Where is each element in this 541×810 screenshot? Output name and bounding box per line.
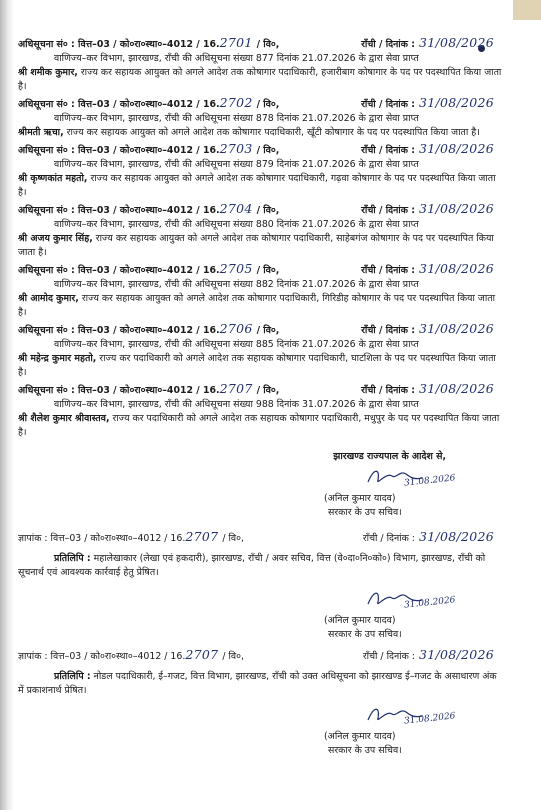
memo-place-date: राँची / दिनांक : bbox=[362, 533, 415, 544]
signatory-designation: सरकार के उप सचिव। bbox=[328, 745, 402, 756]
notification-line1: वाणिज्य–कर विभाग, झारखण्ड, राँची की अधिसूचना संख्या 885 दिनांक 21.07.2026 के द्वारा सेवा प्राप्त bbox=[54, 339, 419, 350]
notification-place-date: राँची / दिनांक : bbox=[361, 39, 415, 50]
notification-place-date: राँची / दिनांक : bbox=[361, 205, 415, 216]
notification-place-date: राँची / दिनांक : bbox=[361, 265, 415, 276]
notification-rest: राज्य कर पदाधिकारी को अगले आदेश तक सहायक कोषागार पदाधिकारी, घाटशिला के पद पर पदस्थापित किया जाता है। bbox=[18, 353, 496, 378]
notification-vi: / वि०, bbox=[256, 99, 280, 110]
notification-date: 31/08/2026 bbox=[418, 261, 494, 276]
notification-rest: राज्य कर सहायक आयुक्त को अगले आदेश तक कोषागार पदाधिकारी, गिरिडीह कोषागार के पद पर पदस्थापित किया जाता है। bbox=[18, 293, 496, 318]
memo-text bbox=[18, 670, 504, 698]
memo-date: 31/08/2026 bbox=[418, 647, 494, 662]
notification-block bbox=[18, 202, 504, 260]
notification-vi: / वि०, bbox=[256, 265, 280, 276]
notification-date: 31/08/2026 bbox=[418, 321, 494, 336]
notification-ref: अधिसूचना सं० : वित्त–03 / को०रा०स्था०–4012 / 16. bbox=[18, 145, 220, 156]
notification-body bbox=[18, 352, 504, 380]
signatory-name: (अनिल कुमार यादव) bbox=[324, 493, 396, 504]
notification-ref: अधिसूचना सं० : वित्त–03 / को०रा०स्था०–4012 / 16. bbox=[18, 99, 220, 110]
notification-place-date: राँची / दिनांक : bbox=[361, 325, 415, 336]
governor-order-line: झारखण्ड राज्यपाल के आदेश से, bbox=[333, 451, 446, 462]
memo-text-body: महालेखाकार (लेखा एवं हकदारी), झारखण्ड, राँची / अवर सचिव, वित्त (वे०दा०नि०को०) विभाग, झारखण्ड, राँची को सूचनार्थ एवं आवश्यक कार्रवाई हेतु प्रेषित। bbox=[18, 553, 486, 578]
notification-vi: / वि०, bbox=[256, 385, 280, 396]
notification-rest: राज्य कर सहायक आयुक्त को अगले आदेश तक कोषागार पदाधिकारी, हजारीबाग कोषागार के पद पर पदस्थापित किया जाता है। bbox=[18, 67, 502, 92]
notification-number: 2705 bbox=[219, 261, 253, 276]
signatory-name: (अनिल कुमार यादव) bbox=[324, 731, 396, 742]
notification-block bbox=[18, 36, 504, 94]
memo-ref: ज्ञापांक : वित्त–03 / को०रा०स्था०–4012 / 16. bbox=[18, 533, 186, 544]
officer-name: श्री आमोद कुमार, bbox=[18, 293, 79, 304]
notification-ref-line bbox=[18, 382, 504, 398]
officer-name: श्री कृष्णकांत महतो, bbox=[18, 173, 88, 184]
notification-list bbox=[18, 36, 504, 440]
notification-ref: अधिसूचना सं० : वित्त–03 / को०रा०स्था०–4012 / 16. bbox=[18, 325, 220, 336]
notification-line1: वाणिज्य–कर विभाग, झारखण्ड, राँची की अधिसूचना संख्या 880 दिनांक 21.07.2026 के द्वारा सेवा प्राप्त bbox=[54, 219, 419, 230]
notification-rest: राज्य कर सहायक आयुक्त को अगले आदेश तक कोषागार पदाधिकारी, गढ़वा कोषागार के पद पर पदस्थापित किया जाता है। bbox=[18, 173, 496, 198]
notification-vi: / वि०, bbox=[256, 325, 280, 336]
officer-name: श्री शैलेश कुमार श्रीवास्तव, bbox=[18, 413, 110, 424]
notification-line1: वाणिज्य–कर विभाग, झारखण्ड, राँची की अधिसूचना संख्या 877 दिनांक 21.07.2026 के द्वारा सेवा प्राप्त bbox=[54, 53, 419, 64]
notification-rest: राज्य कर पदाधिकारी को अगले आदेश तक सहायक कोषागार पदाधिकारी, मधुपुर के पद पर पदस्थापित किया जाता है। bbox=[18, 413, 500, 438]
page-edge-shadow bbox=[0, 0, 14, 810]
notification-line1: वाणिज्य–कर विभाग, झारखण्ड, राँची की अधिसूचना संख्या 988 दिनांक 31.07.2026 के द्वारा सेवा प्राप्त bbox=[54, 399, 419, 410]
notification-block bbox=[18, 382, 504, 440]
notification-ref-line bbox=[18, 202, 504, 218]
signatory-designation: सरकार के उप सचिव। bbox=[328, 629, 402, 640]
signature-copy-1 bbox=[318, 592, 488, 642]
notification-ref-line bbox=[18, 96, 504, 112]
memo-text bbox=[18, 552, 504, 580]
notification-vi: / वि०, bbox=[256, 39, 280, 50]
notification-body bbox=[18, 232, 504, 260]
notification-ref-line bbox=[18, 322, 504, 338]
signature-date: 31.08.2026 bbox=[403, 711, 456, 727]
notification-place-date: राँची / दिनांक : bbox=[361, 99, 415, 110]
memo-ref-line bbox=[18, 530, 504, 546]
signatory-designation: सरकार के उप सचिव। bbox=[328, 507, 402, 518]
notification-line1: वाणिज्य–कर विभाग, झारखण्ड, राँची की अधिसूचना संख्या 879 दिनांक 21.07.2026 के द्वारा सेवा प्राप्त bbox=[54, 159, 419, 170]
notification-body bbox=[18, 412, 504, 440]
notification-vi: / वि०, bbox=[256, 145, 280, 156]
notification-date: 31/08/2026 bbox=[418, 141, 494, 156]
notification-ref: अधिसूचना सं० : वित्त–03 / को०रा०स्था०–4012 / 16. bbox=[18, 265, 220, 276]
signature bbox=[318, 470, 488, 520]
notification-body bbox=[18, 126, 504, 140]
memo-place-date: राँची / दिनांक : bbox=[362, 651, 415, 662]
notification-rest: राज्य कर सहायक आयुक्त को अगले आदेश तक कोषागार पदाधिकारी, खूँटी कोषागार के पद पर पदस्थापित किया जाता है। bbox=[66, 127, 480, 138]
notification-number: 2707 bbox=[219, 381, 253, 396]
memo-number: 2707 bbox=[185, 647, 219, 662]
memo-copy-2 bbox=[18, 648, 504, 758]
notification-place-date: राँची / दिनांक : bbox=[361, 145, 415, 156]
signature-date: 31.08.2026 bbox=[403, 595, 456, 611]
memo-date: 31/08/2026 bbox=[418, 529, 494, 544]
signature-date: 31.08.2026 bbox=[403, 473, 456, 489]
notification-block bbox=[18, 322, 504, 380]
notification-block bbox=[18, 262, 504, 320]
memo-copy-1 bbox=[18, 530, 504, 642]
notification-line1: वाणिज्य–कर विभाग, झारखण्ड, राँची की अधिसूचना संख्या 882 दिनांक 21.07.2026 के द्वारा सेवा प्राप्त bbox=[54, 279, 419, 290]
notification-date: 31/08/2026 bbox=[418, 381, 494, 396]
notification-ref-line bbox=[18, 36, 504, 52]
notification-ref: अधिसूचना सं० : वित्त–03 / को०रा०स्था०–4012 / 16. bbox=[18, 385, 220, 396]
notification-rest: राज्य कर सहायक आयुक्त को अगले आदेश तक कोषागार पदाधिकारी, साहेबगंज कोषागार के पद पर पदस्थापित किया जाता है। bbox=[18, 233, 494, 258]
memo-vi: / वि०, bbox=[222, 533, 244, 544]
signatory-name: (अनिल कुमार यादव) bbox=[324, 615, 396, 626]
memo-ref-line bbox=[18, 648, 504, 664]
notification-block bbox=[18, 96, 504, 140]
notification-number: 2701 bbox=[219, 35, 253, 50]
notification-date: 31/08/2026 bbox=[418, 95, 494, 110]
notification-number: 2702 bbox=[219, 95, 253, 110]
notification-body bbox=[18, 292, 504, 320]
notification-number: 2706 bbox=[219, 321, 253, 336]
notification-body bbox=[18, 66, 504, 94]
officer-name: श्री अजय कुमार सिंह, bbox=[18, 233, 93, 244]
notification-number: 2703 bbox=[219, 141, 253, 156]
notification-date: 31/08/2026 bbox=[418, 35, 494, 50]
document-body bbox=[18, 36, 504, 758]
notification-date: 31/08/2026 bbox=[418, 201, 494, 216]
memo-vi: / वि०, bbox=[222, 651, 244, 662]
officer-name: श्री महेन्द्र कुमार महतो, bbox=[18, 353, 97, 364]
officer-name: श्रीमती ऋचा, bbox=[18, 127, 64, 138]
memo-label: प्रतिलिपि : bbox=[54, 671, 91, 682]
officer-name: श्री शमीक कुमार, bbox=[18, 67, 78, 78]
memo-ref: ज्ञापांक : वित्त–03 / को०रा०स्था०–4012 / 16. bbox=[18, 651, 186, 662]
memo-number: 2707 bbox=[185, 529, 219, 544]
notification-block bbox=[18, 142, 504, 200]
notification-body bbox=[18, 172, 504, 200]
notification-vi: / वि०, bbox=[256, 205, 280, 216]
signature-block-main bbox=[18, 450, 504, 520]
tape-strip bbox=[513, 0, 541, 20]
signature-copy-2 bbox=[318, 708, 488, 758]
notification-place-date: राँची / दिनांक : bbox=[361, 385, 415, 396]
memo-label: प्रतिलिपि : bbox=[54, 553, 91, 564]
memo-text-body: नोडल पदाधिकारी, ई–गजट, वित्त विभाग, झारखण्ड, राँची को उक्त अधिसूचना को झारखण्ड ई–गजट के असाधारण अंक में प्रकाशनार्थ प्रेषित। bbox=[18, 671, 497, 696]
notification-number: 2704 bbox=[219, 201, 253, 216]
notification-ref: अधिसूचना सं० : वित्त–03 / को०रा०स्था०–4012 / 16. bbox=[18, 205, 220, 216]
notification-ref: अधिसूचना सं० : वित्त–03 / को०रा०स्था०–4012 / 16. bbox=[18, 39, 220, 50]
notification-ref-line bbox=[18, 142, 504, 158]
notification-line1: वाणिज्य–कर विभाग, झारखण्ड, राँची की अधिसूचना संख्या 878 दिनांक 21.07.2026 के द्वारा सेवा प्राप्त bbox=[54, 113, 419, 124]
notification-ref-line bbox=[18, 262, 504, 278]
